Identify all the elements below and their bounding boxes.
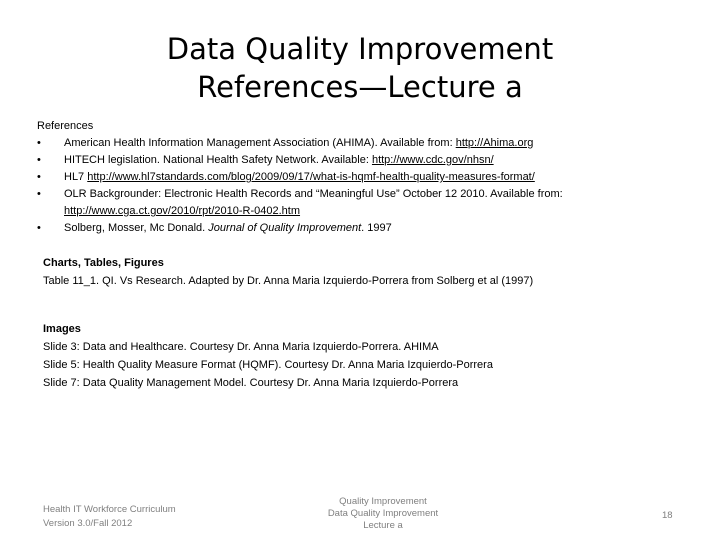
charts-section [43, 254, 683, 290]
reference-link-cga[interactable]: http://www.cga.ct.gov/2010/rpt/2010-R-0402.htm [64, 205, 301, 217]
images-line-1: Slide 3: Data and Healthcare. Courtesy Dr. Anna Maria Izquierdo-Porrera. AHIMA [43, 341, 439, 353]
reference-link-ahima[interactable]: http://Ahima.org [455, 137, 534, 149]
references-list [37, 135, 697, 237]
reference-text: Solberg, Mosser, Mc Donald. [64, 222, 209, 234]
bullet-icon: • [37, 188, 41, 200]
images-line-2: Slide 5: Health Quality Measure Format (HQMF). Courtesy Dr. Anna Maria Izquierdo-Porrera [43, 359, 493, 371]
reference-text: American Health Information Management Association (AHIMA). Available from: [64, 137, 456, 149]
footer-center-line-3: Lecture a [363, 520, 403, 531]
bullet-icon: • [37, 154, 41, 166]
reference-link-cdc[interactable]: http://www.cdc.gov/nhsn/ [371, 154, 494, 166]
reference-text: HL7 [64, 171, 88, 183]
footer-left-line-1: Health IT Workforce Curriculum [43, 504, 176, 515]
bullet-icon: • [37, 171, 41, 183]
reference-text: OLR Backgrounder: Electronic Health Records and “Meaningful Use” October 12 2010. Available from: [64, 188, 563, 200]
footer-lecture-info [283, 496, 483, 532]
images-line-3: Slide 7: Data Quality Management Model. Courtesy Dr. Anna Maria Izquierdo-Porrera [43, 377, 459, 389]
reference-text: HITECH legislation. National Health Safety Network. Available: [64, 154, 372, 166]
images-heading: Images [43, 323, 81, 335]
title-line-2: References—Lecture a [197, 70, 523, 104]
reference-text-suffix: . 1997 [361, 222, 392, 234]
reference-item-olr [37, 186, 697, 220]
page-number: 18 [662, 510, 673, 521]
charts-line: Table 11_1. QI. Vs Research. Adapted by Dr. Anna Maria Izquierdo-Porrera from Solberg et al (1997) [43, 275, 534, 287]
footer-curriculum [43, 503, 176, 531]
footer-center-line-2: Data Quality Improvement [327, 508, 439, 519]
title-line-1: Data Quality Improvement [166, 32, 554, 66]
reference-item-ahima [37, 135, 697, 152]
journal-title: Journal of Quality Improvement [208, 222, 362, 234]
reference-item-solberg [37, 220, 697, 237]
footer-left-line-2: Version 3.0/Fall 2012 [43, 518, 133, 529]
slide-title [0, 30, 720, 106]
reference-item-hl7 [37, 169, 697, 186]
references-section [37, 118, 697, 237]
references-heading: References [37, 120, 94, 132]
reference-link-hl7[interactable]: http://www.hl7standards.com/blog/2009/09/17/what-is-hqmf-health-quality-measures-format/ [87, 171, 535, 183]
bullet-icon: • [37, 137, 41, 149]
bullet-icon: • [37, 222, 41, 234]
charts-heading: Charts, Tables, Figures [43, 257, 164, 269]
images-section [43, 320, 683, 392]
reference-item-hitech [37, 152, 697, 169]
footer-center-line-1: Quality Improvement [339, 496, 427, 507]
